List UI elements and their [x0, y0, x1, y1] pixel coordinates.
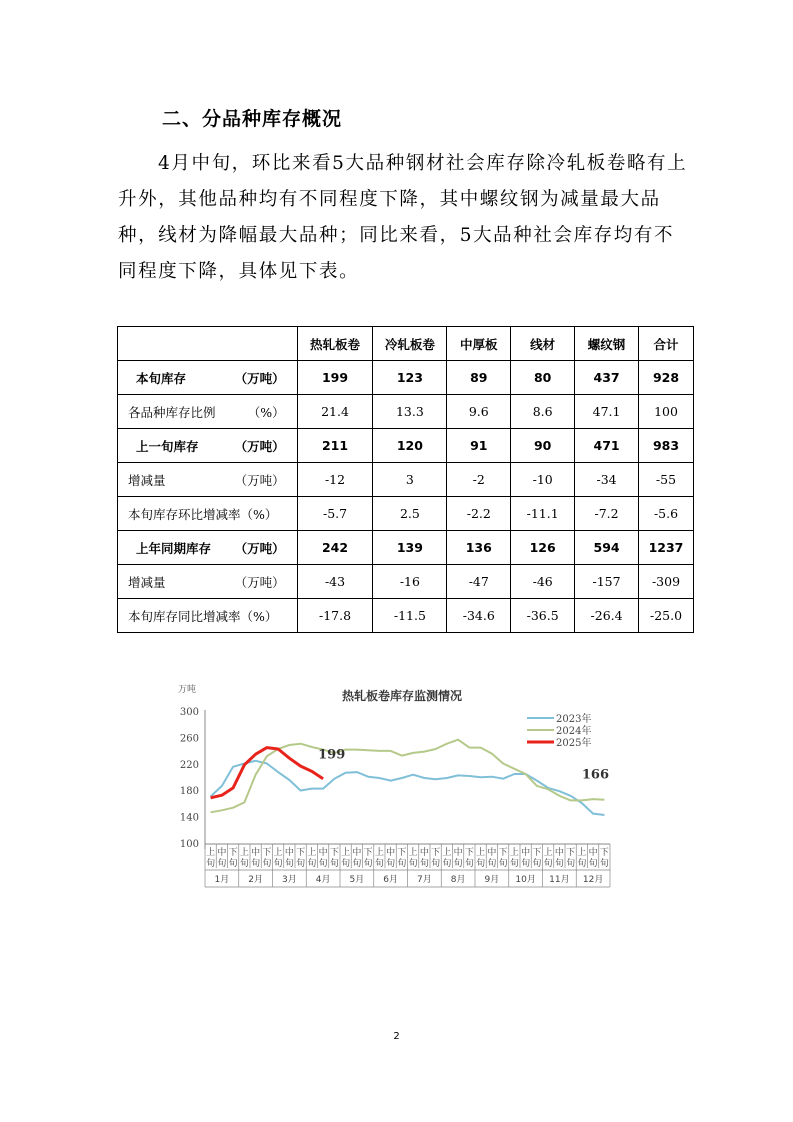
- x-sub-tick-top: 上: [577, 848, 587, 858]
- inventory-table: [117, 326, 694, 633]
- table-cell: -16: [373, 565, 447, 599]
- x-sub-tick-top: 下: [296, 848, 306, 858]
- x-sub-tick-bottom: 旬: [476, 859, 486, 869]
- table-cell: 9.6: [447, 395, 511, 429]
- table-cell: -55: [639, 463, 694, 497]
- table-cell: 1237: [639, 531, 694, 565]
- x-sub-tick-bottom: 旬: [532, 859, 542, 869]
- table-row: [118, 429, 694, 463]
- data-label-2024: 166: [581, 767, 610, 783]
- x-sub-tick-top: 中: [588, 848, 598, 858]
- header-cell: 合计: [639, 327, 694, 361]
- table-cell: 47.1: [575, 395, 639, 429]
- x-sub-tick-top: 中: [487, 848, 497, 858]
- x-sub-tick-top: 中: [318, 848, 328, 858]
- page-number: 2: [393, 1031, 400, 1042]
- table-cell: -2.2: [447, 497, 511, 531]
- x-sub-tick-top: 中: [521, 848, 531, 858]
- table-cell: 123: [373, 361, 447, 395]
- x-sub-tick-top: 上: [239, 848, 249, 858]
- x-sub-tick-bottom: 旬: [307, 859, 317, 869]
- row-label-text: 各品种库存比例: [128, 404, 216, 420]
- table-cell: -43: [297, 565, 373, 599]
- row-label: [118, 599, 298, 633]
- row-unit: （万吨）: [234, 540, 285, 556]
- x-sub-tick-top: 下: [363, 848, 373, 858]
- x-sub-tick-bottom: 旬: [329, 859, 339, 869]
- section-heading: 二、分品种库存概况: [162, 108, 343, 130]
- x-sub-tick-top: 中: [251, 848, 261, 858]
- table-cell: -47: [447, 565, 511, 599]
- x-sub-tick-bottom: 旬: [374, 859, 384, 869]
- x-sub-tick-bottom: 旬: [318, 859, 328, 869]
- x-sub-tick-bottom: 旬: [397, 859, 407, 869]
- x-sub-tick-top: 上: [307, 848, 317, 858]
- table-cell: 199: [297, 361, 373, 395]
- x-sub-tick-bottom: 旬: [509, 859, 519, 869]
- table-cell: -34: [575, 463, 639, 497]
- table-cell: -34.6: [447, 599, 511, 633]
- y-tick-label: 180: [179, 786, 199, 798]
- table-row: [118, 497, 694, 531]
- x-sub-tick-bottom: 旬: [239, 859, 249, 869]
- table-cell: 3: [373, 463, 447, 497]
- x-sub-tick-bottom: 旬: [453, 859, 463, 869]
- legend-label: 2023年: [556, 714, 592, 725]
- x-sub-tick-bottom: 旬: [284, 859, 294, 869]
- header-cell: 中厚板: [447, 327, 511, 361]
- x-sub-tick-bottom: 旬: [273, 859, 283, 869]
- table-row: [118, 565, 694, 599]
- x-sub-tick-top: 下: [498, 848, 508, 858]
- table-row: [118, 531, 694, 565]
- table-row: [118, 395, 694, 429]
- x-sub-tick-top: 中: [554, 848, 564, 858]
- row-unit: （万吨）: [234, 574, 285, 590]
- x-sub-tick-top: 中: [386, 848, 396, 858]
- x-sub-tick-bottom: 旬: [588, 859, 598, 869]
- table-cell: -25.0: [639, 599, 694, 633]
- x-sub-tick-bottom: 旬: [431, 859, 441, 869]
- table-cell: -309: [639, 565, 694, 599]
- row-unit: （万吨）: [234, 472, 285, 488]
- month-label: 8月: [450, 875, 466, 885]
- table-cell: -46: [511, 565, 575, 599]
- x-sub-tick-top: 下: [397, 848, 407, 858]
- x-sub-tick-bottom: 旬: [577, 859, 587, 869]
- x-sub-tick-top: 下: [262, 848, 272, 858]
- row-label-text: 增减量: [128, 574, 166, 590]
- row-label-text: 增减量: [128, 472, 166, 488]
- x-sub-tick-bottom: 旬: [352, 859, 362, 869]
- hot-rolled-coil-inventory-chart: [170, 677, 620, 892]
- table-cell: -5.7: [297, 497, 373, 531]
- row-label-text: 本旬库存: [136, 370, 187, 386]
- x-sub-tick-top: 下: [532, 848, 542, 858]
- x-sub-tick-bottom: 旬: [442, 859, 452, 869]
- table-header-row: [118, 327, 694, 361]
- x-sub-tick-bottom: 旬: [363, 859, 373, 869]
- x-sub-tick-top: 上: [408, 848, 418, 858]
- table-cell: 100: [639, 395, 694, 429]
- table-cell: 21.4: [297, 395, 373, 429]
- x-sub-tick-top: 上: [476, 848, 486, 858]
- table-cell: -11.1: [511, 497, 575, 531]
- row-label-text: 上年同期库存: [136, 540, 212, 556]
- month-label: 5月: [349, 875, 365, 885]
- x-sub-tick-top: 下: [431, 848, 441, 858]
- x-sub-tick-top: 中: [352, 848, 362, 858]
- header-cell: 冷轧板卷: [373, 327, 447, 361]
- x-sub-tick-bottom: 旬: [386, 859, 396, 869]
- x-sub-tick-top: 中: [419, 848, 429, 858]
- y-tick-label: 100: [179, 839, 199, 850]
- row-label: [118, 361, 298, 395]
- x-sub-tick-top: 中: [284, 848, 294, 858]
- x-sub-tick-bottom: 旬: [296, 859, 306, 869]
- x-sub-tick-top: 下: [599, 848, 609, 858]
- table-cell: 211: [297, 429, 373, 463]
- x-sub-tick-bottom: 旬: [217, 859, 227, 869]
- y-tick-label: 220: [179, 759, 199, 771]
- table-cell: 139: [373, 531, 447, 565]
- x-sub-tick-top: 下: [464, 848, 474, 858]
- row-label: [118, 395, 298, 429]
- month-label: 10月: [515, 875, 536, 885]
- table-cell: 120: [373, 429, 447, 463]
- header-cell: 热轧板卷: [297, 327, 373, 361]
- table-cell: -10: [511, 463, 575, 497]
- x-sub-tick-bottom: 旬: [341, 859, 351, 869]
- table-cell: 928: [639, 361, 694, 395]
- row-unit: （万吨）: [234, 438, 285, 454]
- month-label: 4月: [315, 875, 331, 885]
- table-cell: 80: [511, 361, 575, 395]
- x-sub-tick-bottom: 旬: [498, 859, 508, 869]
- table-cell: 136: [447, 531, 511, 565]
- x-sub-tick-top: 上: [442, 848, 452, 858]
- table-cell: 8.6: [511, 395, 575, 429]
- header-cell: 螺纹钢: [575, 327, 639, 361]
- x-sub-tick-top: 上: [543, 848, 553, 858]
- summary-paragraph: 4月中旬，环比来看5大品种钢材社会库存除冷轧板卷略有上升外，其他品种均有不同程度下降，其中螺纹钢为减量最大品种，线材为降幅最大品种；同比来看，5大品种社会库存均有不同程度下降，具体见下表。: [118, 153, 688, 282]
- table-cell: 242: [297, 531, 373, 565]
- y-axis-unit: 万吨: [178, 685, 197, 695]
- table-cell: -5.6: [639, 497, 694, 531]
- x-sub-tick-top: 下: [228, 848, 238, 858]
- legend-label: 2025年: [556, 738, 592, 749]
- header-cell: [118, 327, 298, 361]
- y-tick-label: 260: [179, 733, 199, 745]
- x-sub-tick-bottom: 旬: [251, 859, 261, 869]
- x-sub-tick-bottom: 旬: [543, 859, 553, 869]
- table-cell: -11.5: [373, 599, 447, 633]
- x-sub-tick-bottom: 旬: [487, 859, 497, 869]
- table-cell: -36.5: [511, 599, 575, 633]
- table-cell: -17.8: [297, 599, 373, 633]
- legend-label: 2024年: [556, 726, 592, 737]
- month-label: 7月: [417, 875, 432, 885]
- x-sub-tick-top: 中: [217, 848, 227, 858]
- x-sub-tick-bottom: 旬: [228, 859, 238, 869]
- x-sub-tick-top: 中: [453, 848, 463, 858]
- y-tick-label: 300: [179, 707, 199, 718]
- data-label-2025: 199: [318, 747, 346, 763]
- x-sub-tick-top: 下: [566, 848, 576, 858]
- row-label-text: 本旬库存环比增减率（%）: [128, 506, 278, 522]
- x-sub-tick-bottom: 旬: [599, 859, 609, 869]
- table-row: [118, 361, 694, 395]
- month-label: 1月: [214, 875, 230, 885]
- table-row: [118, 463, 694, 497]
- x-sub-tick-top: 上: [206, 848, 216, 858]
- x-sub-tick-top: 下: [329, 848, 339, 858]
- row-unit: （万吨）: [234, 370, 285, 386]
- month-label: 12月: [582, 875, 604, 885]
- header-cell: 线材: [511, 327, 575, 361]
- row-label-text: 上一旬库存: [136, 438, 199, 454]
- x-sub-tick-bottom: 旬: [408, 859, 418, 869]
- table-cell: 90: [511, 429, 575, 463]
- x-sub-tick-bottom: 旬: [206, 859, 216, 869]
- month-label: 2月: [248, 875, 263, 885]
- row-label: [118, 497, 298, 531]
- month-label: 11月: [549, 875, 570, 885]
- row-unit: （%）: [247, 404, 285, 420]
- table-row: [118, 599, 694, 633]
- table-cell: 89: [447, 361, 511, 395]
- table-cell: -2: [447, 463, 511, 497]
- x-sub-tick-bottom: 旬: [566, 859, 576, 869]
- row-label: [118, 565, 298, 599]
- table-cell: -157: [575, 565, 639, 599]
- row-label: [118, 463, 298, 497]
- table-cell: -7.2: [575, 497, 639, 531]
- x-sub-tick-top: 上: [509, 848, 519, 858]
- table-cell: 437: [575, 361, 639, 395]
- x-sub-tick-bottom: 旬: [464, 859, 474, 869]
- table-cell: 91: [447, 429, 511, 463]
- row-label: [118, 531, 298, 565]
- table-cell: -26.4: [575, 599, 639, 633]
- month-label: 3月: [282, 875, 297, 885]
- month-label: 9月: [484, 875, 500, 885]
- x-sub-tick-bottom: 旬: [554, 859, 564, 869]
- table-cell: -12: [297, 463, 373, 497]
- month-label: 6月: [383, 875, 398, 885]
- x-sub-tick-top: 上: [374, 848, 384, 858]
- x-sub-tick-top: 上: [273, 848, 283, 858]
- row-label-text: 本旬库存同比增减率（%）: [128, 608, 278, 624]
- chart-title: 热轧板卷库存监测情况: [341, 689, 463, 703]
- table-cell: 594: [575, 531, 639, 565]
- x-sub-tick-bottom: 旬: [262, 859, 272, 869]
- y-tick-label: 140: [179, 812, 199, 824]
- table-cell: 13.3: [373, 395, 447, 429]
- table-cell: 983: [639, 429, 694, 463]
- x-sub-tick-bottom: 旬: [419, 859, 429, 869]
- table-cell: 471: [575, 429, 639, 463]
- table-cell: 126: [511, 531, 575, 565]
- x-sub-tick-top: 上: [341, 848, 351, 858]
- row-label: [118, 429, 298, 463]
- table-cell: 2.5: [373, 497, 447, 531]
- x-sub-tick-bottom: 旬: [521, 859, 531, 869]
